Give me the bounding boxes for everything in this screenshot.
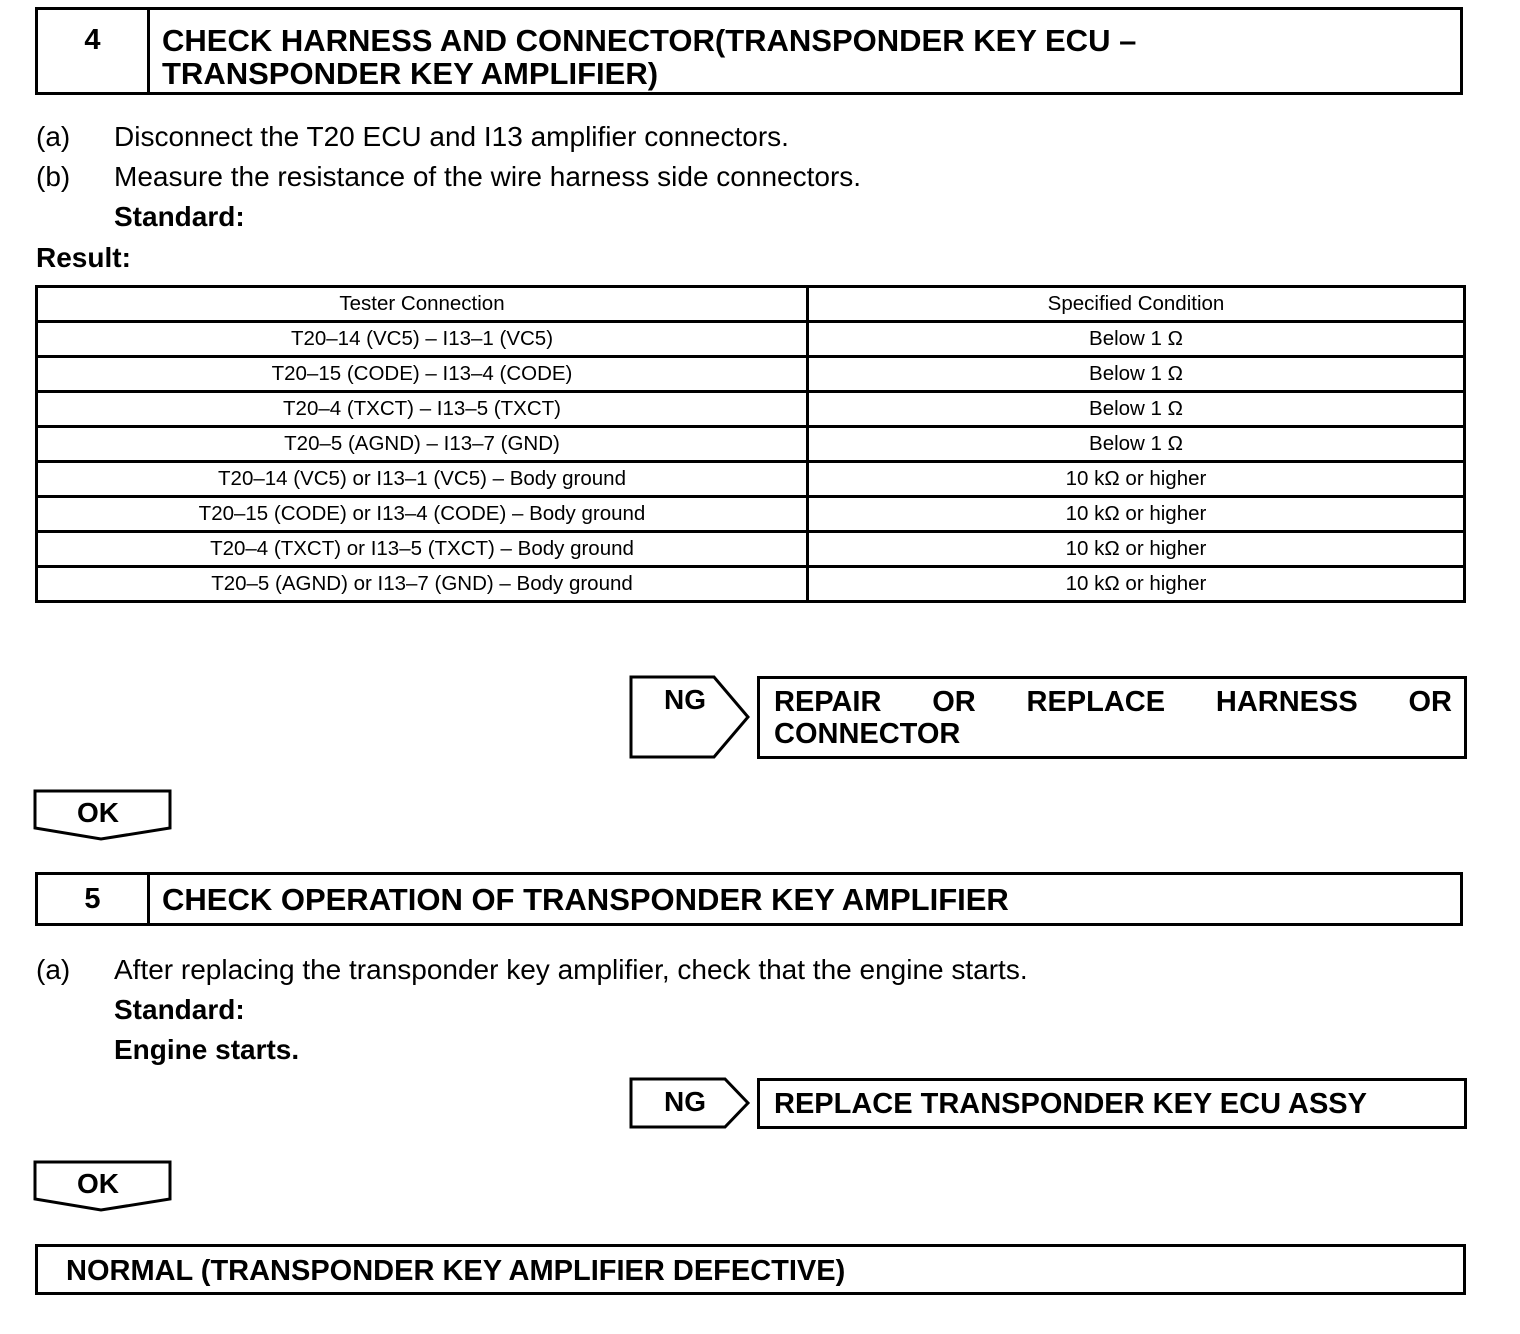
table-cell: 10 kΩ or higher <box>808 462 1465 497</box>
table-row <box>37 357 1465 392</box>
item-label: (a) <box>36 121 71 152</box>
ng-result-text: REPLACE TRANSPONDER KEY ECU ASSY <box>774 1088 1367 1120</box>
table-cell: Below 1 Ω <box>808 392 1465 427</box>
step-5-standard-label: Standard: <box>114 994 245 1025</box>
step-5-standard-value: Engine starts. <box>114 1034 300 1065</box>
ng-result-word: REPLACE <box>1026 686 1166 718</box>
table-cell: T20–5 (AGND) or I13–7 (GND) – Body ground <box>37 567 808 602</box>
step-4-title <box>150 10 1460 92</box>
table-cell: T20–14 (VC5) or I13–1 (VC5) – Body ground <box>37 462 808 497</box>
table-header-row <box>37 287 1465 322</box>
ng-label: NG <box>664 684 706 715</box>
ng-result-word: OR <box>1408 686 1452 718</box>
table-row <box>37 532 1465 567</box>
table-cell: Below 1 Ω <box>808 322 1465 357</box>
resistance-table <box>35 285 1466 603</box>
table-cell: T20–15 (CODE) – I13–4 (CODE) <box>37 357 808 392</box>
ng-result-word: OR <box>932 686 976 718</box>
ng-result-box <box>757 676 1467 759</box>
final-result-box <box>35 1244 1466 1295</box>
item-text: After replacing the transponder key amplifier, check that the engine starts. <box>114 954 1028 985</box>
ng-result-line1 <box>774 686 1452 718</box>
table-cell: T20–15 (CODE) or I13–4 (CODE) – Body ground <box>37 497 808 532</box>
item-text: Measure the resistance of the wire harness side connectors. <box>114 161 862 192</box>
step-4-number: 4 <box>38 10 150 92</box>
table-row <box>37 322 1465 357</box>
table-cell: Below 1 Ω <box>808 357 1465 392</box>
step-4-standard-label: Standard: <box>114 201 245 232</box>
step-4-title-line1: CHECK HARNESS AND CONNECTOR(TRANSPONDER KEY ECU – <box>162 23 1137 58</box>
step-4-item-b <box>36 157 1436 197</box>
result-label: Result: <box>36 242 131 273</box>
table-row <box>37 427 1465 462</box>
table-cell: 10 kΩ or higher <box>808 497 1465 532</box>
ng-result-word: REPAIR <box>774 686 882 718</box>
step-5-header <box>35 872 1463 926</box>
final-result-text: NORMAL (TRANSPONDER KEY AMPLIFIER DEFECTIVE) <box>66 1255 846 1287</box>
ok-label: OK <box>77 1168 119 1199</box>
table-cell: 10 kΩ or higher <box>808 532 1465 567</box>
step-5-title: CHECK OPERATION OF TRANSPONDER KEY AMPLIFIER <box>162 882 1009 917</box>
ng-result-word: HARNESS <box>1215 686 1358 718</box>
table-cell: T20–14 (VC5) – I13–1 (VC5) <box>37 322 808 357</box>
ok-label: OK <box>77 797 119 828</box>
step-4-item-a <box>36 117 1436 157</box>
table-row <box>37 567 1465 602</box>
table-cell: Below 1 Ω <box>808 427 1465 462</box>
step-4-title-line2: TRANSPONDER KEY AMPLIFIER) <box>162 56 659 91</box>
table-cell: T20–5 (AGND) – I13–7 (GND) <box>37 427 808 462</box>
table-cell: T20–4 (TXCT) or I13–5 (TXCT) – Body ground <box>37 532 808 567</box>
table-cell: T20–4 (TXCT) – I13–5 (TXCT) <box>37 392 808 427</box>
item-text: Disconnect the T20 ECU and I13 amplifier connectors. <box>114 121 789 152</box>
table-row <box>37 392 1465 427</box>
ng-result-line2: CONNECTOR <box>774 718 961 750</box>
step-4-header <box>35 7 1463 95</box>
table-row <box>37 462 1465 497</box>
item-label: (a) <box>36 954 71 985</box>
table-header: Tester Connection <box>37 287 808 322</box>
step-5-number: 5 <box>38 875 150 923</box>
table-row <box>37 497 1465 532</box>
ng-result-box <box>757 1078 1467 1129</box>
item-label: (b) <box>36 161 71 192</box>
table-header: Specified Condition <box>808 287 1465 322</box>
table-cell: 10 kΩ or higher <box>808 567 1465 602</box>
ng-label: NG <box>664 1086 706 1117</box>
step-5-item-a <box>36 950 1436 990</box>
